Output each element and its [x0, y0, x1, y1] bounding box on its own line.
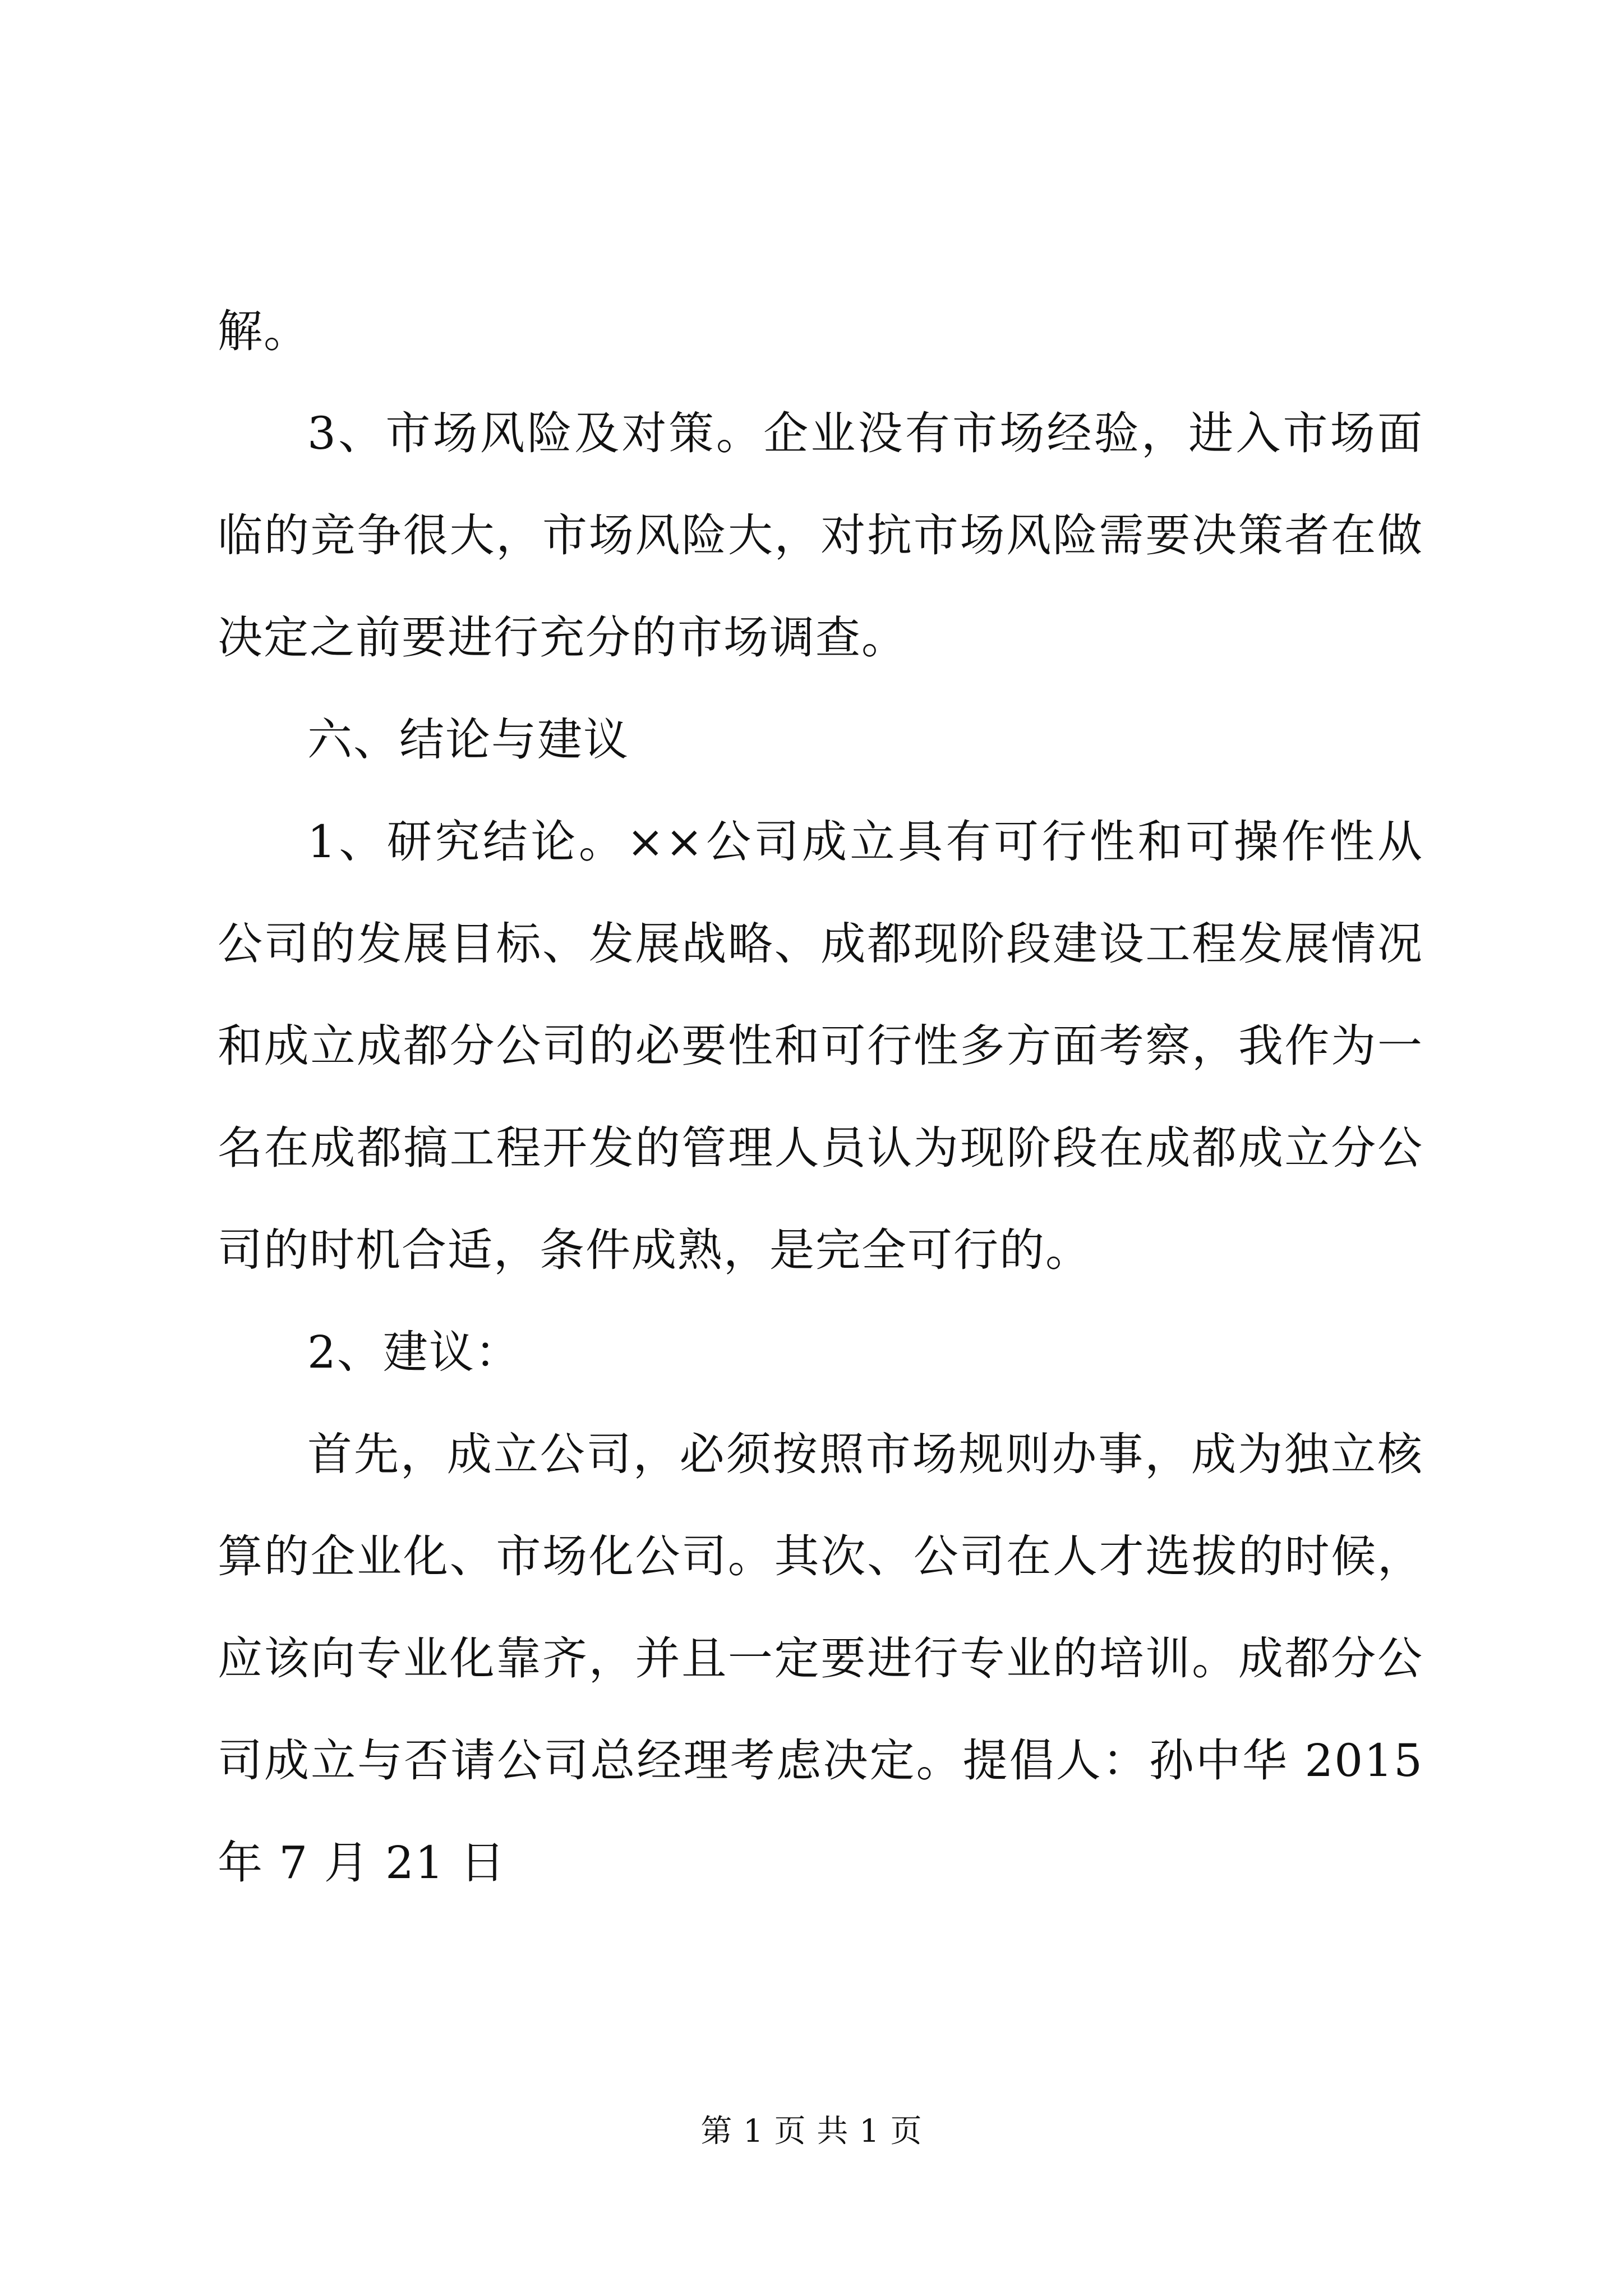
paragraph-suggestion-body: 首先，成立公司，必须按照市场规则办事，成为独立核算的企业化、市场化公司。其次、公司在人才选拔的时候，应该向专业化靠齐，并且一定要进行专业的培训。成都分公司成立与否请公司总经理考虑决定。提倡人：孙中华 2015 年 7 月 21 日 [218, 1428, 1423, 1889]
page-footer: 第 1 页 共 1 页 [700, 2113, 923, 2150]
paragraph-continuation: 解。 [218, 305, 310, 357]
document-body [218, 280, 1423, 1914]
paragraph-research-conclusion: 1、研究结论。××公司成立具有可行性和可操作性从公司的发展目标、发展战略、成都现阶段建设工程发展情况和成立成都分公司的必要性和可行性多方面考察，我作为一名在成都搞工程开发的管理人员认为现阶段在成都成立分公司的时机合适，条件成熟，是完全可行的。 [218, 816, 1423, 1276]
paragraph-suggestion-heading: 2、建议： [307, 1326, 521, 1378]
section-heading-conclusion: 六、结论与建议 [307, 714, 629, 766]
paragraph-market-risk: 3、市场风险及对策。企业没有市场经验，进入市场面临的竞争很大，市场风险大，对抗市场风险需要决策者在做决定之前要进行充分的市场调查。 [218, 407, 1423, 664]
